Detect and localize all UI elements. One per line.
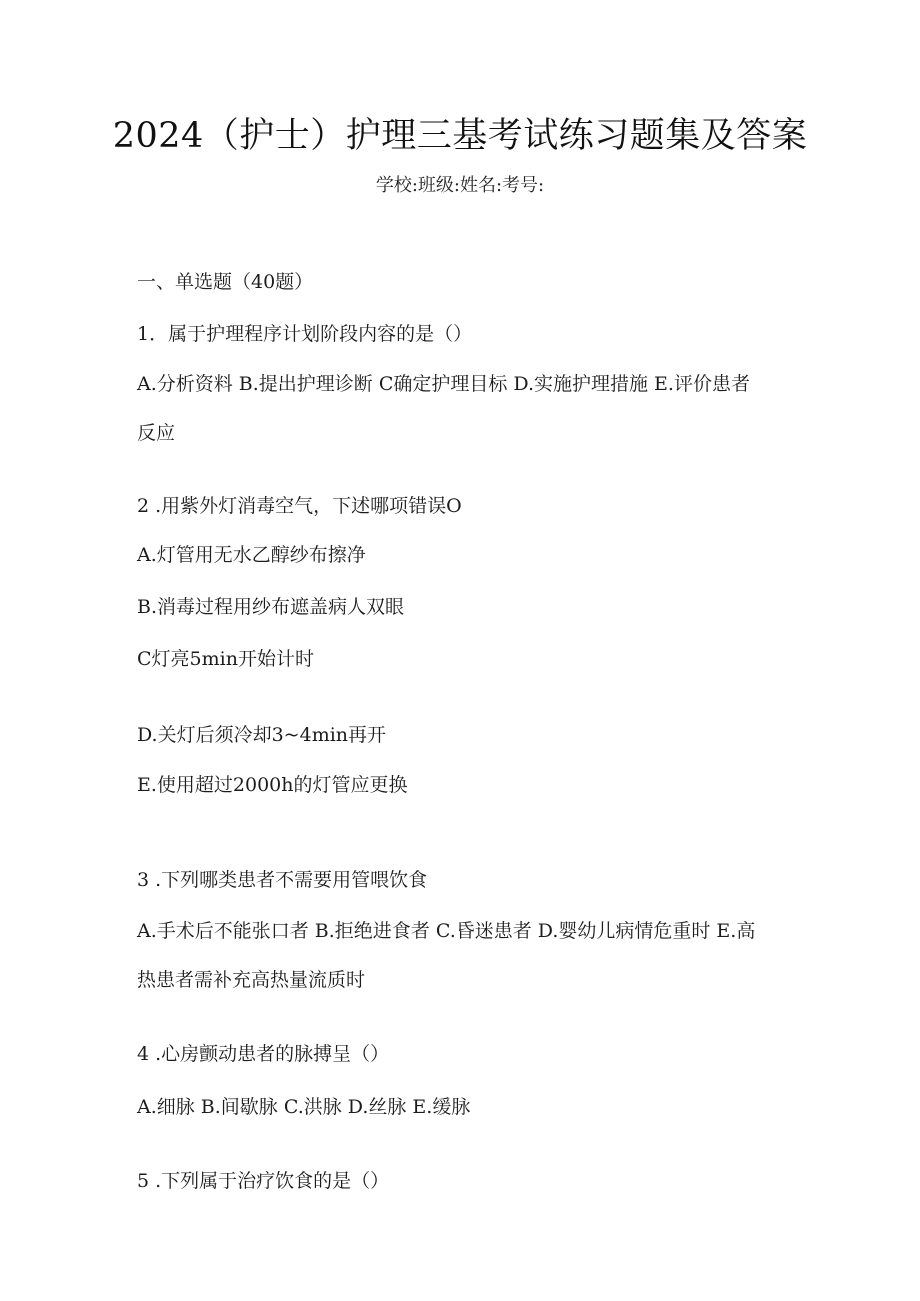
question-1-options-line-2: 反应 — [137, 422, 176, 444]
question-4-options-line-1: A.细脉 B.间歇脉 C.洪脉 D.丝脉 E.缓脉 — [137, 1096, 471, 1118]
document-title: 2024（护士）护理三基考试练习题集及答案 — [112, 116, 808, 156]
question-1-options-line-1: A.分析资料 B.提出护理诊断 C确定护理目标 D.实施护理措施 E.评价患者 — [137, 373, 750, 395]
question-3-stem: 3 .下列哪类患者不需要用管喂饮食 — [137, 869, 428, 891]
question-2-option-d: D.关灯后须冷却3~4min再开 — [137, 724, 387, 746]
question-1-stem: 1．属于护理程序计划阶段内容的是（） — [137, 323, 473, 345]
question-2-option-e: E.使用超过2000h的灯管应更换 — [137, 774, 408, 796]
question-3-options-line-2: 热患者需补充高热量流质时 — [137, 969, 366, 991]
question-3-options-line-1: A.手术后不能张口者 B.拒绝进食者 C.昏迷患者 D.婴幼儿病情危重时 E.高 — [137, 920, 756, 942]
question-5-stem: 5 .下列属于治疗饮食的是（） — [137, 1170, 390, 1192]
question-2-option-b: B.消毒过程用纱布遮盖病人双眼 — [137, 596, 405, 618]
question-4-stem: 4 .心房颤动患者的脉搏呈（） — [137, 1043, 390, 1065]
section-heading: 一、单选题（40题） — [137, 271, 314, 293]
question-2-option-c: C灯亮5min开始计时 — [137, 648, 314, 670]
question-2-stem: 2 .用紫外灯消毒空气，下述哪项错误O — [137, 495, 462, 517]
student-info-line: 学校:班级:姓名:考号: — [375, 175, 545, 196]
question-2-option-a: A.灯管用无水乙醇纱布擦净 — [137, 544, 366, 566]
